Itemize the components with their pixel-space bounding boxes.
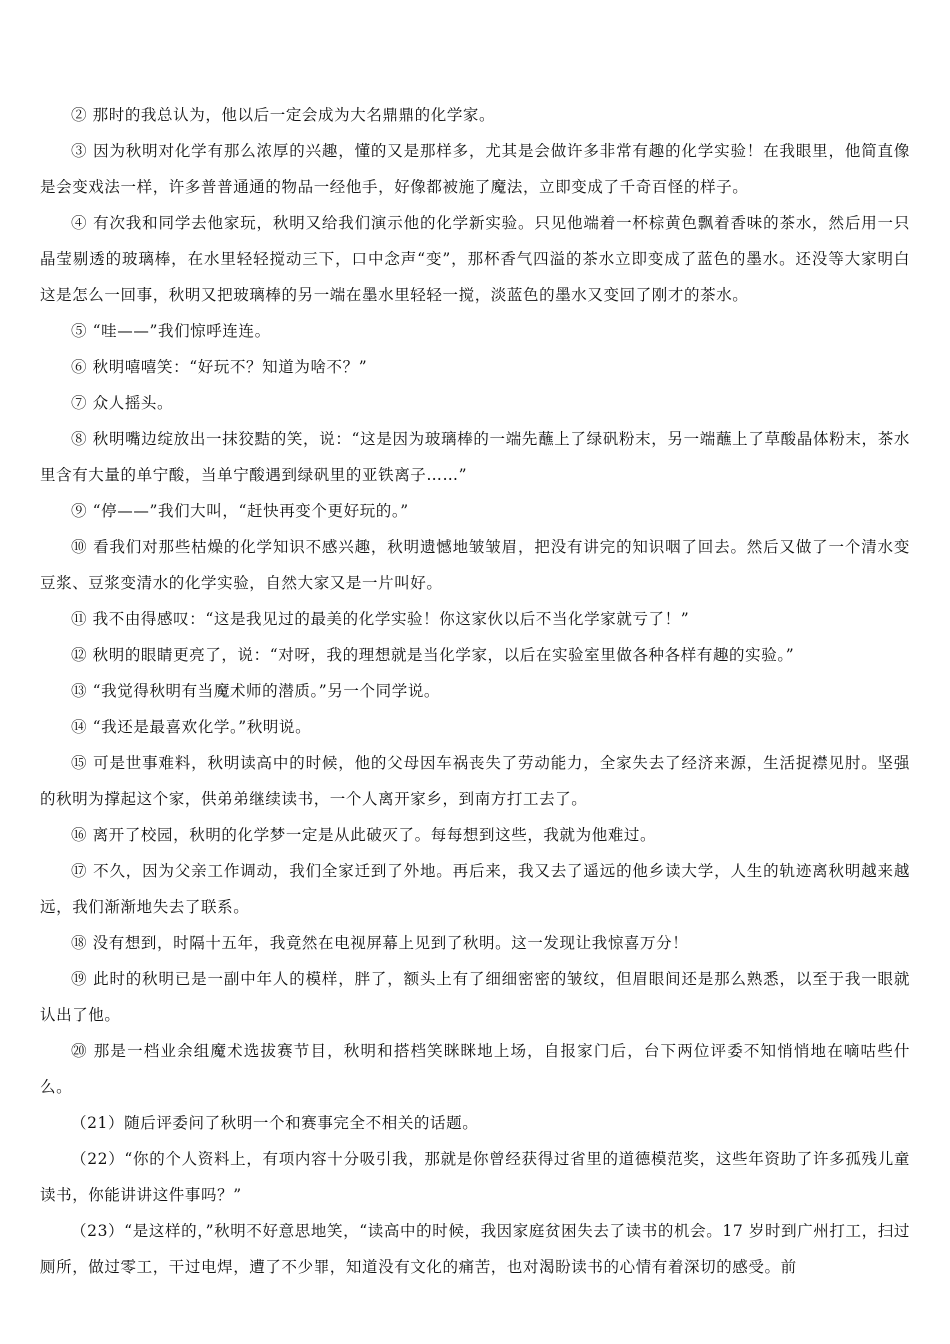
paragraph-10: ⑩ 看我们对那些枯燥的化学知识不感兴趣，秋明遗憾地皱皱眉，把没有讲完的知识咽了回去。然后又做了一个清水变豆浆、豆浆变清水的化学实验，自然大家又是一片叫好。 <box>40 538 910 592</box>
paragraph-19: ⑲ 此时的秋明已是一副中年人的模样，胖了，额头上有了细细密密的皱纹，但眉眼间还是那么熟悉，以至于我一眼就认出了他。 <box>40 970 910 1024</box>
paragraph-2: ② 那时的我总认为，他以后一定会成为大名鼎鼎的化学家。 <box>71 106 496 124</box>
paragraph-22: （22）“你的个人资料上，有项内容十分吸引我，那就是你曾经获得过省里的道德模范奖，这些年资助了许多孤残儿童读书，你能讲讲这件事吗？” <box>40 1150 910 1204</box>
paragraph-6: ⑥ 秋明嘻嘻笑：“好玩不？知道为啥不？” <box>71 358 368 376</box>
paragraph-20: ⑳ 那是一档业余组魔术选拔赛节目，秋明和搭档笑眯眯地上场，自报家门后，台下两位评委不知悄悄地在嘀咕些什么。 <box>40 1042 910 1096</box>
paragraph-14: ⑭ “我还是最喜欢化学。”秋明说。 <box>71 718 312 736</box>
paragraph-3: ③ 因为秋明对化学有那么浓厚的兴趣，懂的又是那样多，尤其是会做许多非常有趣的化学实验！在我眼里，他简直像是会变戏法一样，许多普普通通的物品一经他手，好像都被施了魔法，立即变成了千奇百怪的样子。 <box>40 142 910 196</box>
paragraph-9: ⑨ “停——”我们大叫，“赶快再变个更好玩的。” <box>71 502 409 520</box>
paragraph-4: ④ 有次我和同学去他家玩，秋明又给我们演示他的化学新实验。只见他端着一杯棕黄色飘着香味的茶水，然后用一只晶莹剔透的玻璃棒，在水里轻轻搅动三下，口中念声“变”，那杯香气四溢的茶水立即变成了蓝色的墨水。还没等大家明白这是怎么一回事，秋明又把玻璃棒的另一端在墨水里轻轻一搅，淡蓝色的墨水又变回了刚才的茶水。 <box>40 214 910 304</box>
paragraph-7: ⑦ 众人摇头。 <box>71 394 174 412</box>
paragraph-13: ⑬ “我觉得秋明有当魔术师的潜质。”另一个同学说。 <box>71 682 441 700</box>
paragraph-17: ⑰ 不久，因为父亲工作调动，我们全家迁到了外地。再后来，我又去了遥远的他乡读大学，人生的轨迹离秋明越来越远，我们渐渐地失去了联系。 <box>40 862 910 916</box>
paragraph-16: ⑯ 离开了校园，秋明的化学梦一定是从此破灭了。每每想到这些，我就为他难过。 <box>71 826 657 844</box>
paragraph-11: ⑪ 我不由得感叹：“这是我见过的最美的化学实验！你这家伙以后不当化学家就亏了！” <box>71 610 690 628</box>
paragraph-12: ⑫ 秋明的眼睛更亮了，说：“对呀，我的理想就是当化学家，以后在实验室里做各种各样有趣的实验。” <box>71 646 795 664</box>
paragraph-5: ⑤ “哇——”我们惊呼连连。 <box>71 322 271 340</box>
paragraph-15: ⑮ 可是世事难料，秋明读高中的时候，他的父母因车祸丧失了劳动能力，全家失去了经济来源，生活捉襟见肘。坚强的秋明为撑起这个家，供弟弟继续读书，一个人离开家乡，到南方打工去了。 <box>40 754 910 808</box>
paragraph-18: ⑱ 没有想到，时隔十五年，我竟然在电视屏幕上见到了秋明。这一发现让我惊喜万分！ <box>71 934 689 952</box>
paragraph-8: ⑧ 秋明嘴边绽放出一抹狡黠的笑，说：“这是因为玻璃棒的一端先蘸上了绿矾粉末，另一端蘸上了草酸晶体粉末，茶水里含有大量的单宁酸，当单宁酸遇到绿矾里的亚铁离子……” <box>40 430 910 484</box>
paragraph-23: （23）“是这样的，”秋明不好意思地笑，“读高中的时候，我因家庭贫困失去了读书的机会。17 岁时到广州打工，扫过厕所，做过零工，干过电焊，遭了不少罪，知道没有文化的痛苦，也对渴盼读书的心情有着深切的感受。前 <box>40 1222 910 1276</box>
paragraph-21: （21）随后评委问了秋明一个和赛事完全不相关的话题。 <box>71 1114 479 1132</box>
